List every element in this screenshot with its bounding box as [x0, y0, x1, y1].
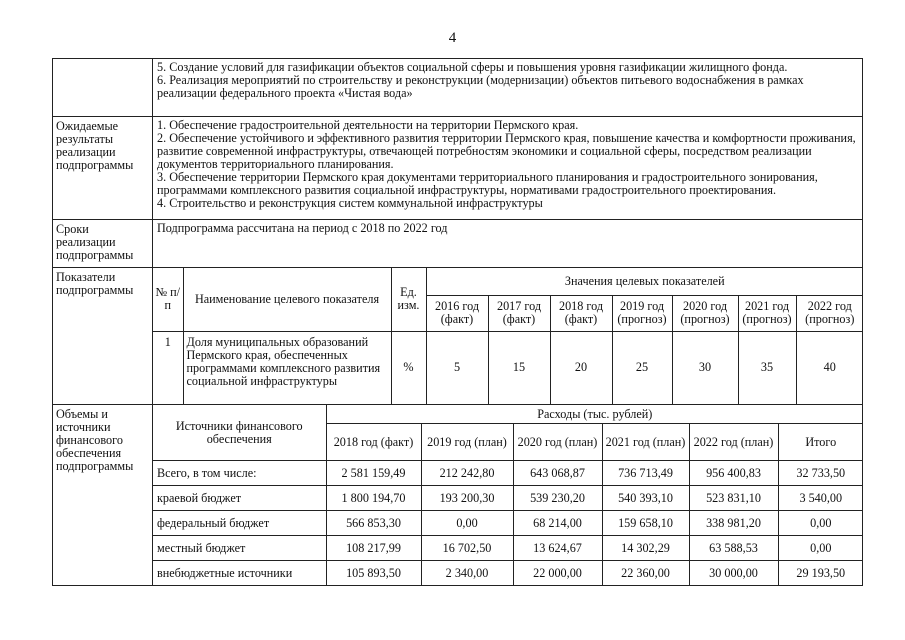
- source-label: Всего, в том числе:: [153, 461, 326, 486]
- amount: 32 733,50: [778, 461, 863, 486]
- year-header: 2017 год (факт): [488, 295, 550, 331]
- target-values-header: Значения целевых показателей: [426, 268, 863, 295]
- year-header: 2016 год (факт): [426, 295, 488, 331]
- amount: 13 624,67: [513, 536, 602, 561]
- amount: 108 217,99: [326, 536, 421, 561]
- amount: 2 581 159,49: [326, 461, 421, 486]
- amount: 566 853,30: [326, 511, 421, 536]
- year-header: 2019 год (прогноз): [612, 295, 672, 331]
- indicator-name: Доля муниципальных образований Пермского края, обеспеченных программами комплексного развития социальной инфраструктуры: [183, 331, 391, 404]
- measures-label: [53, 59, 153, 117]
- amount: 523 831,10: [689, 486, 778, 511]
- amount: 0,00: [778, 536, 863, 561]
- indicator-value: 20: [550, 331, 612, 404]
- indicator-value: 15: [488, 331, 550, 404]
- amount: 1 800 194,70: [326, 486, 421, 511]
- indicator-value: 35: [738, 331, 796, 404]
- year-header: 2022 год (прогноз): [796, 295, 863, 331]
- amount: 29 193,50: [778, 561, 863, 586]
- amount: 0,00: [421, 511, 513, 536]
- indicator-value: 5: [426, 331, 488, 404]
- source-label: федеральный бюджет: [153, 511, 326, 536]
- amount: 3 540,00: [778, 486, 863, 511]
- amount: 956 400,83: [689, 461, 778, 486]
- terms-label: Сроки реализации подпрограммы: [53, 220, 153, 268]
- amount: 539 230,20: [513, 486, 602, 511]
- measure-item: 6. Реализация мероприятий по строительству и реконструкции (модернизации) объектов питьевого водоснабжения в рамках реализации федерального проекта «Чистая вода»: [157, 73, 804, 100]
- results-label: Ожидаемые результаты реализации подпрограммы: [53, 117, 153, 220]
- source-label: внебюджетные источники: [153, 561, 326, 586]
- source-label: краевой бюджет: [153, 486, 326, 511]
- amount: 193 200,30: [421, 486, 513, 511]
- measures-row: [53, 59, 863, 117]
- terms-row: [53, 220, 863, 268]
- amount: 63 588,53: [689, 536, 778, 561]
- amount: 16 702,50: [421, 536, 513, 561]
- amount: 159 658,10: [602, 511, 689, 536]
- col-number-header: № п/п: [153, 268, 183, 331]
- indicator-value: 30: [672, 331, 738, 404]
- indicator-row: [153, 331, 863, 404]
- year-header: 2019 год (план): [421, 424, 513, 461]
- indicator-unit: %: [391, 331, 426, 404]
- finance-row-federal: [153, 511, 863, 536]
- indicator-value: 40: [796, 331, 863, 404]
- source-label: местный бюджет: [153, 536, 326, 561]
- indicator-value: 25: [612, 331, 672, 404]
- finance-row-local: [153, 536, 863, 561]
- indicators-label: Показатели подпрограммы: [53, 268, 153, 405]
- amount: 0,00: [778, 511, 863, 536]
- finance-row-regional: [153, 486, 863, 511]
- year-header: 2021 год (план): [602, 424, 689, 461]
- col-source-header: Источники финансового обеспечения: [153, 405, 326, 461]
- finance-row-extrabudget: [153, 561, 863, 586]
- subprogram-passport-table: [52, 58, 863, 586]
- year-header: 2020 год (прогноз): [672, 295, 738, 331]
- indicators-row: [53, 268, 863, 405]
- amount: 540 393,10: [602, 486, 689, 511]
- indicators-table: [153, 268, 863, 404]
- amount: 643 068,87: [513, 461, 602, 486]
- total-header: Итого: [778, 424, 863, 461]
- amount: 212 242,80: [421, 461, 513, 486]
- year-header: 2021 год (прогноз): [738, 295, 796, 331]
- result-item: 4. Строительство и реконструкция систем коммунальной инфраструктуры: [157, 196, 543, 210]
- indicator-number: 1: [153, 331, 183, 404]
- result-item: 1. Обеспечение градостроительной деятельности на территории Пермского края.: [157, 118, 579, 132]
- result-item: 2. Обеспечение устойчивого и эффективного развития территории Пермского края, повышение качества и комфортности проживания, развитие современной инфраструктуры, отвечающей потребностям экономики и социальной сферы, посредством реализации документов территориального планирования.: [157, 131, 856, 171]
- finance-row: [53, 405, 863, 586]
- amount: 14 302,29: [602, 536, 689, 561]
- terms-text: Подпрограмма рассчитана на период с 2018 по 2022 год: [153, 220, 863, 268]
- col-indicator-name-header: Наименование целевого показателя: [183, 268, 391, 331]
- amount: 68 214,00: [513, 511, 602, 536]
- col-unit-header: Ед. изм.: [391, 268, 426, 331]
- year-header: 2020 год (план): [513, 424, 602, 461]
- result-item: 3. Обеспечение территории Пермского края документами территориального планирования и градостроительного зонирования, программами комплексного развития социальной инфраструктуры, нормативами градостроительного проектирования.: [157, 170, 818, 197]
- expenses-header: Расходы (тыс. рублей): [326, 405, 863, 424]
- finance-table: [153, 405, 863, 585]
- amount: 22 000,00: [513, 561, 602, 586]
- finance-label: Объемы и источники финансового обеспечения подпрограммы: [53, 405, 153, 586]
- page-number: 4: [448, 30, 457, 46]
- measures-content: [153, 59, 863, 117]
- year-header: 2018 год (факт): [326, 424, 421, 461]
- finance-row-total: [153, 461, 863, 486]
- amount: 2 340,00: [421, 561, 513, 586]
- year-header: 2018 год (факт): [550, 295, 612, 331]
- amount: 736 713,49: [602, 461, 689, 486]
- amount: 338 981,20: [689, 511, 778, 536]
- results-row: [53, 117, 863, 220]
- amount: 22 360,00: [602, 561, 689, 586]
- results-content: [153, 117, 863, 220]
- amount: 105 893,50: [326, 561, 421, 586]
- measure-item: 5. Создание условий для газификации объектов социальной сферы и повышения уровня газификации жилищного фонда.: [157, 60, 788, 74]
- year-header: 2022 год (план): [689, 424, 778, 461]
- amount: 30 000,00: [689, 561, 778, 586]
